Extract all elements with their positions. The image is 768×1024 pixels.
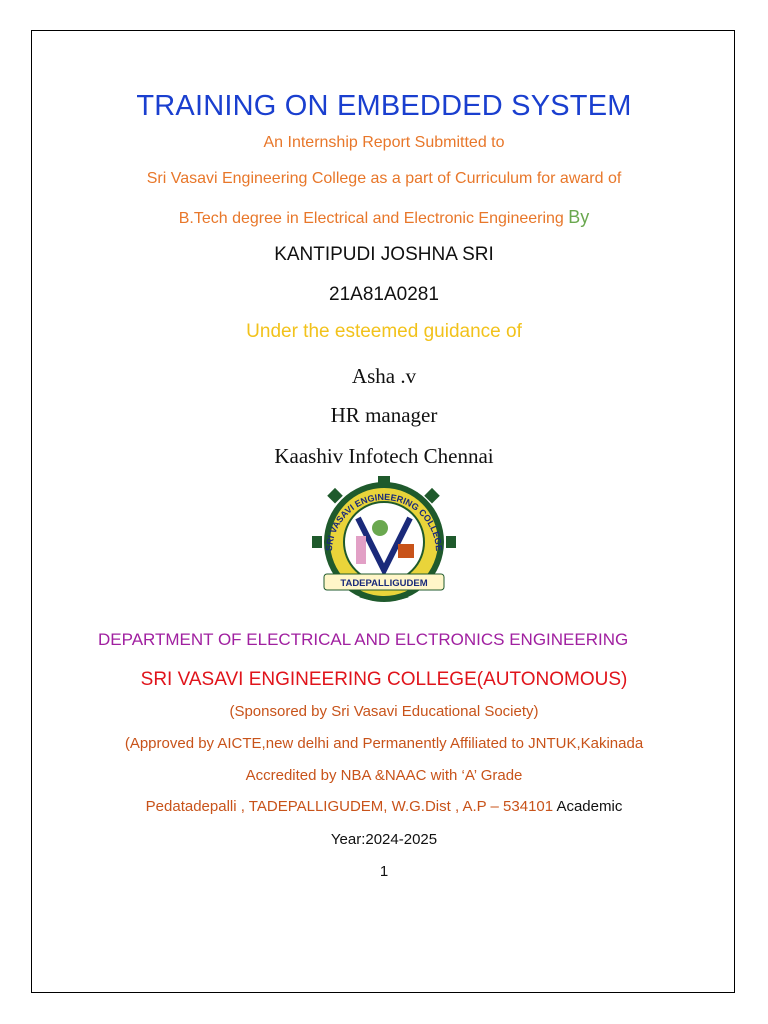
logo-top-text: SRI VASAVI ENGINEERING COLLEGE xyxy=(323,491,445,552)
college-name: SRI VASAVI ENGINEERING COLLEGE(AUTONOMOUS) xyxy=(140,669,628,690)
logo-dish-icon xyxy=(372,520,388,536)
address-line xyxy=(0,798,768,815)
logo-bottom-text: TADEPALLIGUDEM xyxy=(340,578,428,589)
subtitle-line-2: Sri Vasavi Engineering College as a part of Curriculum for award of xyxy=(146,170,622,187)
address-text: Pedatadepalli , TADEPALLIGUDEM, W.G.Dist , A.P – 534101 xyxy=(145,798,554,815)
academic-year: Year:2024-2025 xyxy=(330,831,438,848)
guide-role: HR manager xyxy=(330,403,438,427)
department-name: DEPARTMENT OF ELECTRICAL AND ELCTRONICS ENGINEERING xyxy=(98,630,629,649)
roll-number: 21A81A0281 xyxy=(329,284,439,305)
college-logo xyxy=(310,474,458,604)
logo-pink-figure xyxy=(356,536,366,564)
subtitle-line-3 xyxy=(0,207,768,228)
page-number: 1 xyxy=(379,863,389,880)
academic-word: Academic xyxy=(556,798,623,815)
report-title: TRAINING ON EMBEDDED SYSTEM xyxy=(136,90,632,122)
guidance-label: Under the esteemed guidance of xyxy=(246,321,522,342)
approval-line: (Approved by AICTE,new delhi and Permanently Affiliated to JNTUK,Kakinada xyxy=(124,735,644,752)
logo-computer-icon xyxy=(398,544,414,558)
by-word: By xyxy=(568,207,590,227)
guide-company: Kaashiv Infotech Chennai xyxy=(274,444,494,468)
degree-text: B.Tech degree in Electrical and Electronic Engineering xyxy=(178,210,564,227)
subtitle-line-1: An Internship Report Submitted to xyxy=(263,134,505,151)
guide-name: Asha .v xyxy=(351,364,417,388)
student-name: KANTIPUDI JOSHNA SRI xyxy=(274,244,494,265)
sponsor-line: (Sponsored by Sri Vasavi Educational Society) xyxy=(229,703,539,720)
accreditation-line: Accredited by NBA &NAAC with ‘A’ Grade xyxy=(245,767,523,784)
